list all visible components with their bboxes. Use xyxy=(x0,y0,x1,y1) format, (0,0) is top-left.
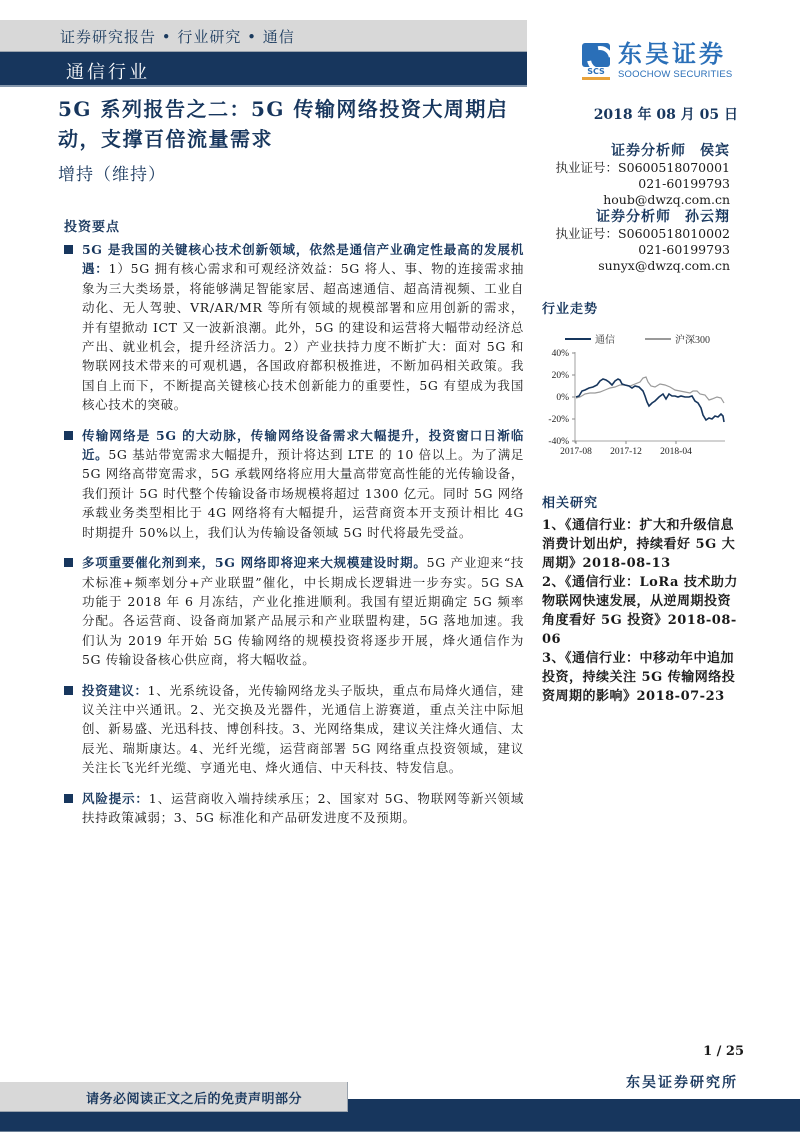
investment-highlights-heading: 投资要点 xyxy=(64,220,121,235)
soochow-logo-icon xyxy=(582,43,610,67)
svg-text:-40%: -40% xyxy=(548,437,569,447)
chart-legend xyxy=(565,333,710,346)
x-axis xyxy=(560,441,725,457)
highlight-bullet xyxy=(62,789,524,828)
bullet-lead: 投资建议： xyxy=(82,682,148,698)
svg-text:2017-08: 2017-08 xyxy=(560,447,592,457)
bullet-square-icon xyxy=(64,794,73,803)
report-title: 5G 系列报告之二：5G 传输网络投资大周期启动，支撑百倍流量需求 xyxy=(58,97,509,151)
svg-text:2017-12: 2017-12 xyxy=(610,447,642,457)
bullet-lead: 风险提示： xyxy=(82,790,149,806)
analyst-role: 证券分析师 xyxy=(596,209,671,225)
highlight-bullet xyxy=(62,426,524,542)
trend-line-chart xyxy=(535,330,745,460)
report-rating: 增持（维持） xyxy=(58,165,166,185)
industry-label: 通信行业 xyxy=(66,62,150,83)
y-axis xyxy=(548,349,575,447)
bullet-square-icon xyxy=(64,686,73,695)
related-research-item[interactable]: 1、《通信行业：扩大和升级信息消费计划出炉，持续看好 5G 大周期》2018-08-13 xyxy=(542,518,736,571)
header-industry-bar xyxy=(0,52,527,87)
svg-text:2018-04: 2018-04 xyxy=(660,447,692,457)
legend-label: 通信 xyxy=(595,335,615,346)
breadcrumb: 证券研究报告 • 行业研究 • 通信 xyxy=(60,28,295,46)
soochow-logo xyxy=(582,40,752,84)
bullet-square-icon xyxy=(64,431,73,440)
header-breadcrumb-bar xyxy=(0,20,527,52)
analyst-phone: 021-60199793 xyxy=(638,242,730,257)
analyst-role: 证券分析师 xyxy=(611,143,686,159)
related-research-list xyxy=(542,516,742,706)
svg-text:0%: 0% xyxy=(556,393,569,403)
analyst-license: 执业证号：S0600518010002 xyxy=(555,226,730,241)
analyst-name: 孙云翔 xyxy=(685,209,730,225)
svg-text:20%: 20% xyxy=(551,371,569,381)
investment-highlights xyxy=(62,240,524,838)
highlight-bullet xyxy=(62,681,524,778)
highlight-bullet xyxy=(62,553,524,669)
series-hs300-line xyxy=(576,377,724,403)
bullet-text: 1、运营商收入端持续承压；2、国家对 5G、物联网等新兴领域扶持政策减弱；3、5G 标准化和产品研发进度不及预期。 xyxy=(82,790,524,825)
analyst-card xyxy=(530,142,730,208)
analyst-email[interactable]: houb@dwzq.com.cn xyxy=(603,192,730,207)
disclaimer-text: 请务必阅读正文之后的免责声明部分 xyxy=(86,1092,303,1107)
svg-text:-20%: -20% xyxy=(548,415,569,425)
related-research-heading: 相关研究 xyxy=(542,496,599,511)
bullet-lead: 多项重要催化剂到来，5G 网络即将迎来大规模建设时期。 xyxy=(82,555,427,571)
bullet-square-icon xyxy=(64,558,73,567)
highlight-bullet xyxy=(62,240,524,415)
bullet-text: 5G 基站带宽需求大幅提升，预计将达到 LTE 的 10 倍以上。为了满足 5G 网络高带宽需求，5G 承载网络将应用大量高带宽高性能的光传输设备，我们预计 5G 时代整个传输设备市场规模将超过 1300 亿元。同时 5G 网络承载业务类型相比于 4G 网络将有大幅提升，运营商资本开支预计相比 4G 时期提升 50%以上，我们认为传输设备领域 5G 时代将最先受益。 xyxy=(82,447,525,540)
analyst-phone: 021-60199793 xyxy=(638,176,730,191)
report-date: 2018 年 08 月 05 日 xyxy=(593,107,738,123)
svg-text:40%: 40% xyxy=(551,349,569,359)
bullet-text: 5G 产业迎来“技术标准+频率划分+产业联盟”催化，中长期成长逻辑进一步夯实。5G SA 功能于 2018 年 6 月冻结，产业化推进顺利。我国有望近期确定 5G 频率分配。各运营商、设备商加紧产品展示和产业联盟构建，5G 落地加速。我们认为 2019 年开始 5G 传输网络的规模投资将逐步开展，烽火通信作为 5G 传输设备核心供应商，将大幅收益。 xyxy=(82,555,524,668)
bullet-text: 1）5G 拥有核心需求和可观经济效益：5G 将人、事、物的连接需求抽象为三大类场景，将能够满足智能家居、超高速通信、超高清视频、工业自动化、无人驾驶、VR/AR/MR 等所有领域的规模部署和应用创新的需求，并有望掀动 ICT 又一波新浪潮。此外，5G 的建设和运营将大幅带动经济总产出、就业机会，提升经济活力。2）产业扶持力度不断扩大：面对 5G 和物联网技术带来的可观机遇，各国政府都积极推进，不断加码相关政策。我国自上而下，不断提高关键核心技术创新能力的重要性，5G 有望成为我国核心技术的突破。 xyxy=(82,261,525,413)
legend-label: 沪深300 xyxy=(675,335,710,346)
footer-disclaimer-bar xyxy=(0,1082,348,1112)
related-research-item[interactable]: 3、《通信行业：中移动年中追加投资，持续关注 5G 传输网络投资周期的影响》2018-07-23 xyxy=(542,651,736,704)
analyst-role-line xyxy=(530,208,730,226)
industry-trend-chart xyxy=(535,330,745,460)
analyst-license: 执业证号：S0600518070001 xyxy=(555,160,730,175)
page-number: 1 / 25 xyxy=(703,1044,744,1059)
analyst-name: 侯宾 xyxy=(700,143,730,159)
logo-abbr: SCS xyxy=(587,67,605,76)
related-research-item[interactable]: 2、《通信行业：LoRa 技术助力物联网快速发展，从逆周期投资角度看好 5G 投资》2018-08-06 xyxy=(542,575,738,647)
logo-underline xyxy=(582,77,610,80)
trend-heading: 行业走势 xyxy=(542,302,599,317)
analyst-role-line xyxy=(530,142,730,160)
footer-org: 东吴证券研究所 xyxy=(626,1075,738,1091)
analyst-email[interactable]: sunyx@dwzq.com.cn xyxy=(598,258,730,273)
logo-en-name: SOOCHOW SECURITIES xyxy=(618,69,733,80)
bullet-square-icon xyxy=(64,245,73,254)
logo-cn-name: 东吴证券 xyxy=(618,40,726,68)
bullet-lead: 5G 是我国的关键核心技术创新领域，依然是通信产业确定性最高的发展机遇： xyxy=(82,242,524,277)
analyst-card xyxy=(530,208,730,274)
bullet-lead: 传输网络是 5G 的大动脉，传输网络设备需求大幅提升，投资窗口日渐临近。 xyxy=(82,427,524,463)
bullet-text: 1、光系统设备，光传输网络龙头子版块，重点布局烽火通信，建议关注中兴通讯。2、光交换及光器件，光通信上游赛道，重点关注中际旭创、新易盛、光迅科技、博创科技。3、光网络集成，建议关注烽火通信、太辰光、瑞斯康达。4、光纤光缆，运营商部署 5G 网络重点投资领域，建议关注长飞光纤光缆、亨通光电、烽火通信、中天科技、特发信息。 xyxy=(82,682,524,776)
